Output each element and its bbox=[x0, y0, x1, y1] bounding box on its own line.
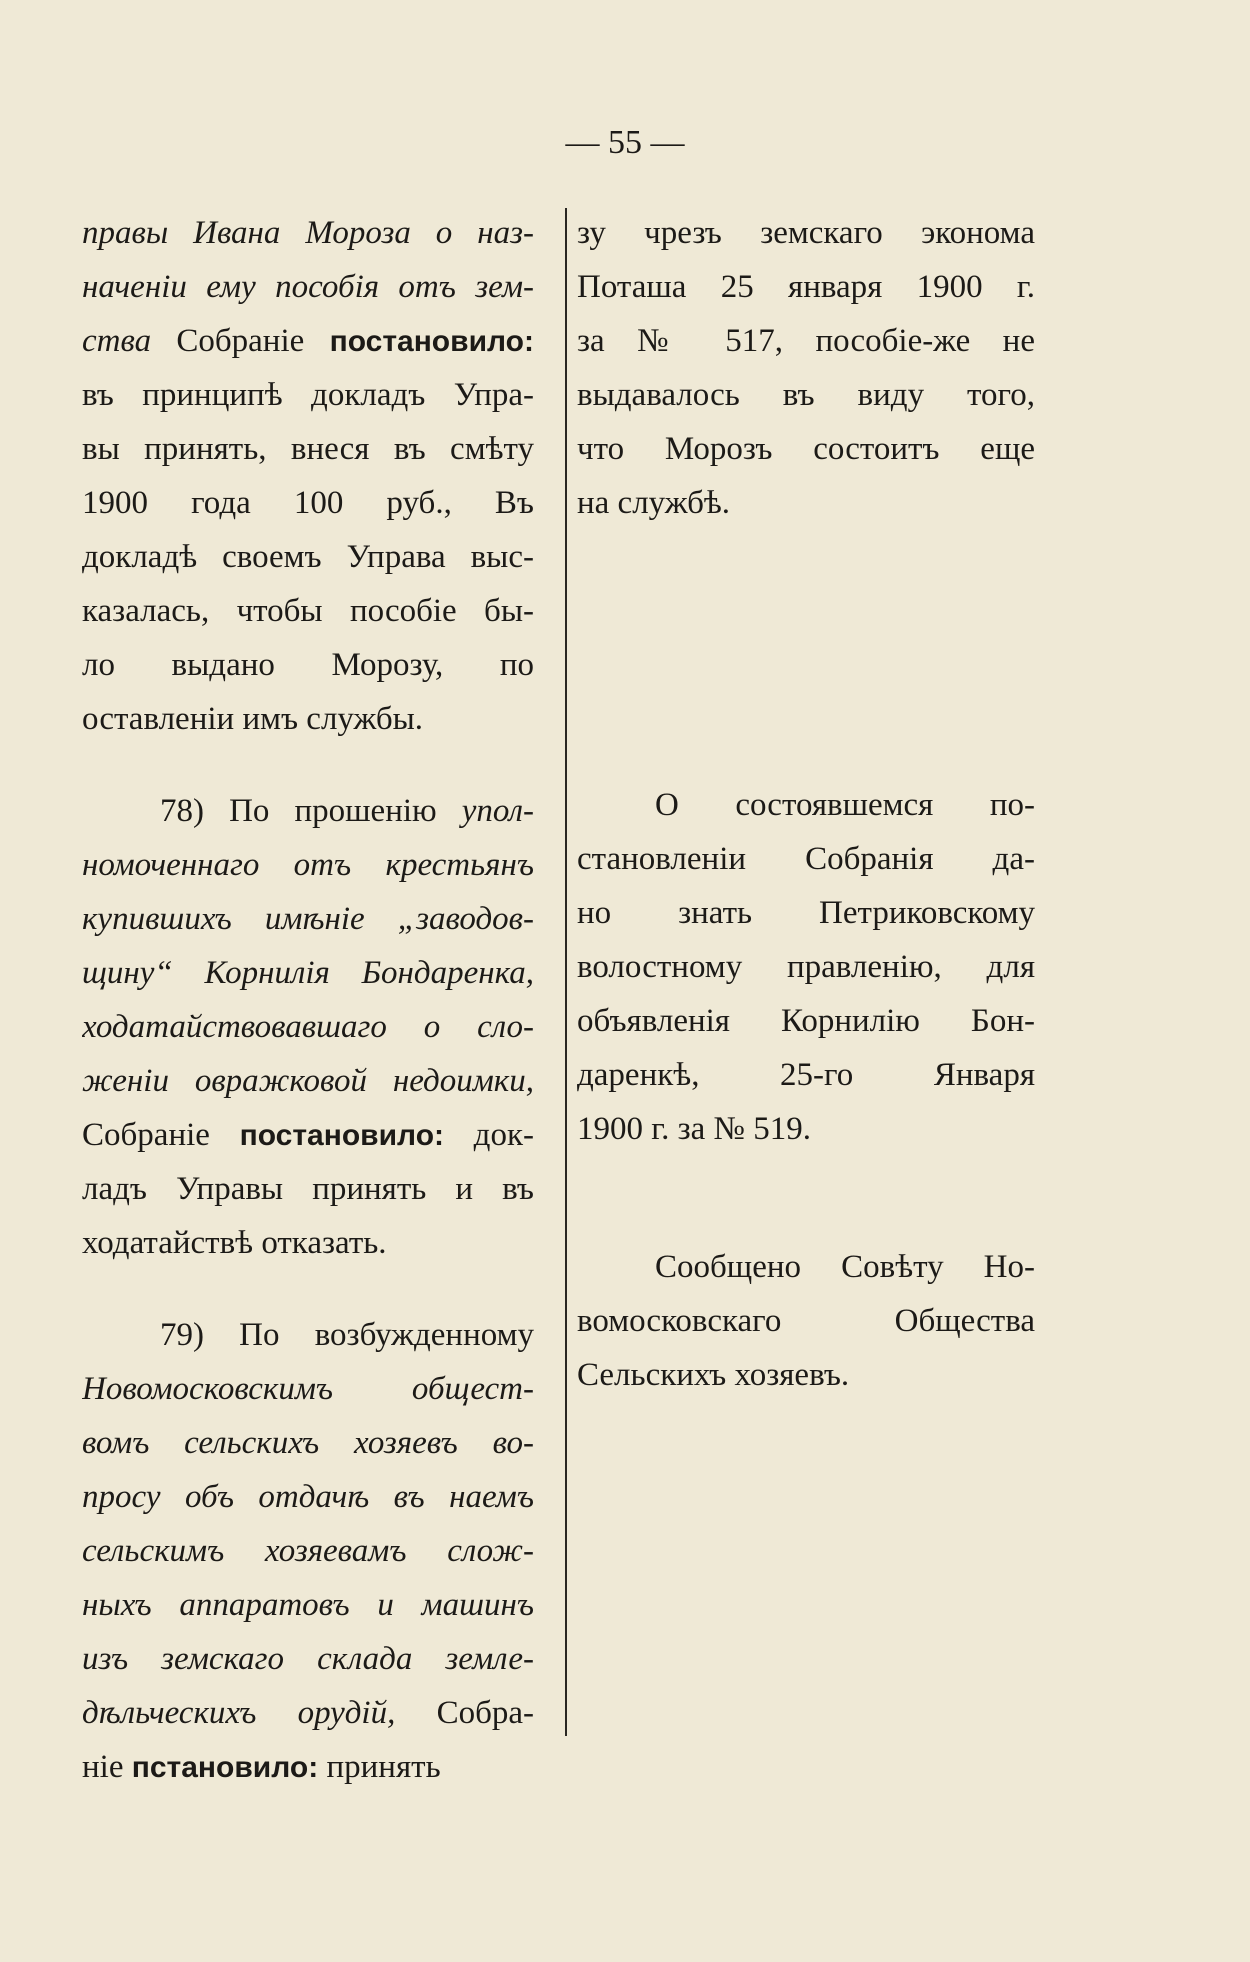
text-span: за № 517, пособіе-же не bbox=[577, 323, 1035, 359]
text-span: 1900 года 100 руб., Въ bbox=[82, 485, 534, 521]
text-span: зу чрезъ земскаго эконома bbox=[577, 215, 1035, 251]
text-line bbox=[82, 838, 534, 892]
text-span: становленіи Собранія да- bbox=[577, 841, 1035, 877]
text-span: просу объ отдачѣ въ наемъ bbox=[82, 1479, 534, 1515]
text-span: 79) По возбужденному bbox=[160, 1317, 534, 1353]
text-line bbox=[82, 476, 534, 530]
text-span: Сообщено Совѣту Но- bbox=[655, 1249, 1035, 1285]
emphasis-keyword: постановило: bbox=[239, 1119, 445, 1152]
text-span: изъ земскаго склада земле- bbox=[82, 1641, 534, 1677]
text-span: ходатайствѣ отказать. bbox=[82, 1225, 387, 1261]
text-span: вы принять, внеся въ смѣту bbox=[82, 431, 534, 467]
text-span: объявленія Корнилію Бон- bbox=[577, 1003, 1035, 1039]
text-line bbox=[82, 530, 534, 584]
text-line bbox=[577, 994, 1035, 1048]
paragraph-78 bbox=[82, 784, 534, 1270]
text-span: вомъ сельскихъ хозяевъ во- bbox=[82, 1425, 534, 1461]
text-line bbox=[577, 368, 1035, 422]
text-line bbox=[82, 1108, 534, 1162]
text-span: даренкѣ, 25-го Января bbox=[577, 1057, 1035, 1093]
text-line bbox=[82, 1216, 534, 1270]
text-span: Сельскихъ хозяевъ. bbox=[577, 1357, 850, 1393]
text-span: упол- bbox=[461, 793, 534, 829]
text-line bbox=[82, 1054, 534, 1108]
resolution-note-79 bbox=[577, 1240, 1035, 1402]
text-line bbox=[82, 1632, 534, 1686]
text-line bbox=[577, 422, 1035, 476]
text-line bbox=[577, 832, 1035, 886]
text-line bbox=[577, 1240, 1035, 1294]
text-span: ладъ Управы принять и въ bbox=[82, 1171, 534, 1207]
text-span: номоченнаго отъ крестьянъ bbox=[82, 847, 534, 883]
text-span: ходатайствовавшаго о сло- bbox=[82, 1009, 534, 1045]
text-line bbox=[577, 1048, 1035, 1102]
text-span: 1900 г. за № 519. bbox=[577, 1111, 811, 1147]
text-line bbox=[82, 1524, 534, 1578]
text-line bbox=[82, 1686, 534, 1740]
text-line bbox=[577, 1102, 1035, 1156]
text-span: купившихъ имѣніе „заводов- bbox=[82, 901, 534, 937]
text-line bbox=[577, 260, 1035, 314]
text-line bbox=[577, 314, 1035, 368]
text-span: въ принципѣ докладъ Упра- bbox=[82, 377, 534, 413]
text-span: принять bbox=[318, 1749, 441, 1785]
text-span: ства bbox=[82, 323, 152, 359]
text-span: ныхъ аппаратовъ и машинъ bbox=[82, 1587, 534, 1623]
text-span: 78) По прошенію bbox=[160, 793, 462, 829]
text-line bbox=[82, 1362, 534, 1416]
text-span: наченіи ему пособія отъ зем- bbox=[82, 269, 534, 305]
text-line bbox=[577, 476, 1035, 530]
emphasis-keyword: постановило: bbox=[329, 325, 534, 358]
text-line bbox=[82, 784, 534, 838]
paragraph-79 bbox=[82, 1308, 534, 1794]
text-span: Собра- bbox=[395, 1695, 534, 1731]
text-span: оставленіи имъ службы. bbox=[82, 701, 424, 737]
page-number: — 55 — bbox=[565, 124, 685, 161]
text-line bbox=[577, 886, 1035, 940]
text-span: вомосковскаго Общества bbox=[577, 1303, 1035, 1339]
text-span: ло выдано Морозу, по bbox=[82, 647, 534, 683]
text-line bbox=[577, 206, 1035, 260]
text-line bbox=[82, 314, 534, 368]
text-line bbox=[82, 260, 534, 314]
text-line bbox=[82, 368, 534, 422]
column-divider bbox=[565, 208, 567, 1736]
resolution-note-78 bbox=[577, 778, 1035, 1156]
text-span: казалась, чтобы пособіе бы- bbox=[82, 593, 534, 629]
text-span: Поташа 25 января 1900 г. bbox=[577, 269, 1035, 305]
text-span: выдавалось въ виду того, bbox=[577, 377, 1035, 413]
text-line bbox=[577, 940, 1035, 994]
text-line bbox=[82, 892, 534, 946]
text-line bbox=[577, 778, 1035, 832]
text-line bbox=[82, 1308, 534, 1362]
text-line bbox=[82, 692, 534, 746]
text-span: Новомосковскимъ общест- bbox=[82, 1371, 534, 1407]
text-line bbox=[82, 1000, 534, 1054]
text-span: женіи овражковой недоимки, bbox=[82, 1063, 534, 1099]
text-span: правы Ивана Мороза о наз- bbox=[82, 215, 534, 251]
text-span: докладѣ своемъ Управа выс- bbox=[82, 539, 534, 575]
text-line bbox=[82, 1578, 534, 1632]
text-span: О состоявшемся по- bbox=[655, 787, 1035, 823]
paragraph-77-continuation bbox=[82, 206, 534, 746]
text-line bbox=[82, 946, 534, 1000]
text-line bbox=[82, 1740, 534, 1794]
text-span: дѣльческихъ орудій, bbox=[82, 1695, 396, 1731]
text-line bbox=[82, 1416, 534, 1470]
text-span: щину“ Корнилія Бондаренка, bbox=[82, 955, 534, 991]
text-line bbox=[577, 1294, 1035, 1348]
text-line bbox=[82, 584, 534, 638]
left-column bbox=[82, 206, 534, 1794]
text-span: волостному правленію, для bbox=[577, 949, 1035, 985]
text-span: сельскимъ хозяевамъ слож- bbox=[82, 1533, 534, 1569]
resolution-note-77 bbox=[577, 206, 1035, 530]
text-line bbox=[82, 1162, 534, 1216]
text-span: но знать Петриковскому bbox=[577, 895, 1035, 931]
text-span: Собраніе bbox=[82, 1117, 240, 1153]
text-span: док- bbox=[444, 1117, 534, 1153]
text-span: что Морозъ состоитъ еще bbox=[577, 431, 1035, 467]
text-span: Собраніе bbox=[151, 323, 330, 359]
text-line bbox=[82, 1470, 534, 1524]
text-line bbox=[82, 206, 534, 260]
text-span: на службѣ. bbox=[577, 485, 731, 521]
text-line bbox=[82, 422, 534, 476]
text-span: ніе bbox=[82, 1749, 132, 1785]
right-column bbox=[577, 206, 1035, 1402]
text-line bbox=[577, 1348, 1035, 1402]
emphasis-keyword: пстановило: bbox=[131, 1751, 319, 1784]
text-line bbox=[82, 638, 534, 692]
